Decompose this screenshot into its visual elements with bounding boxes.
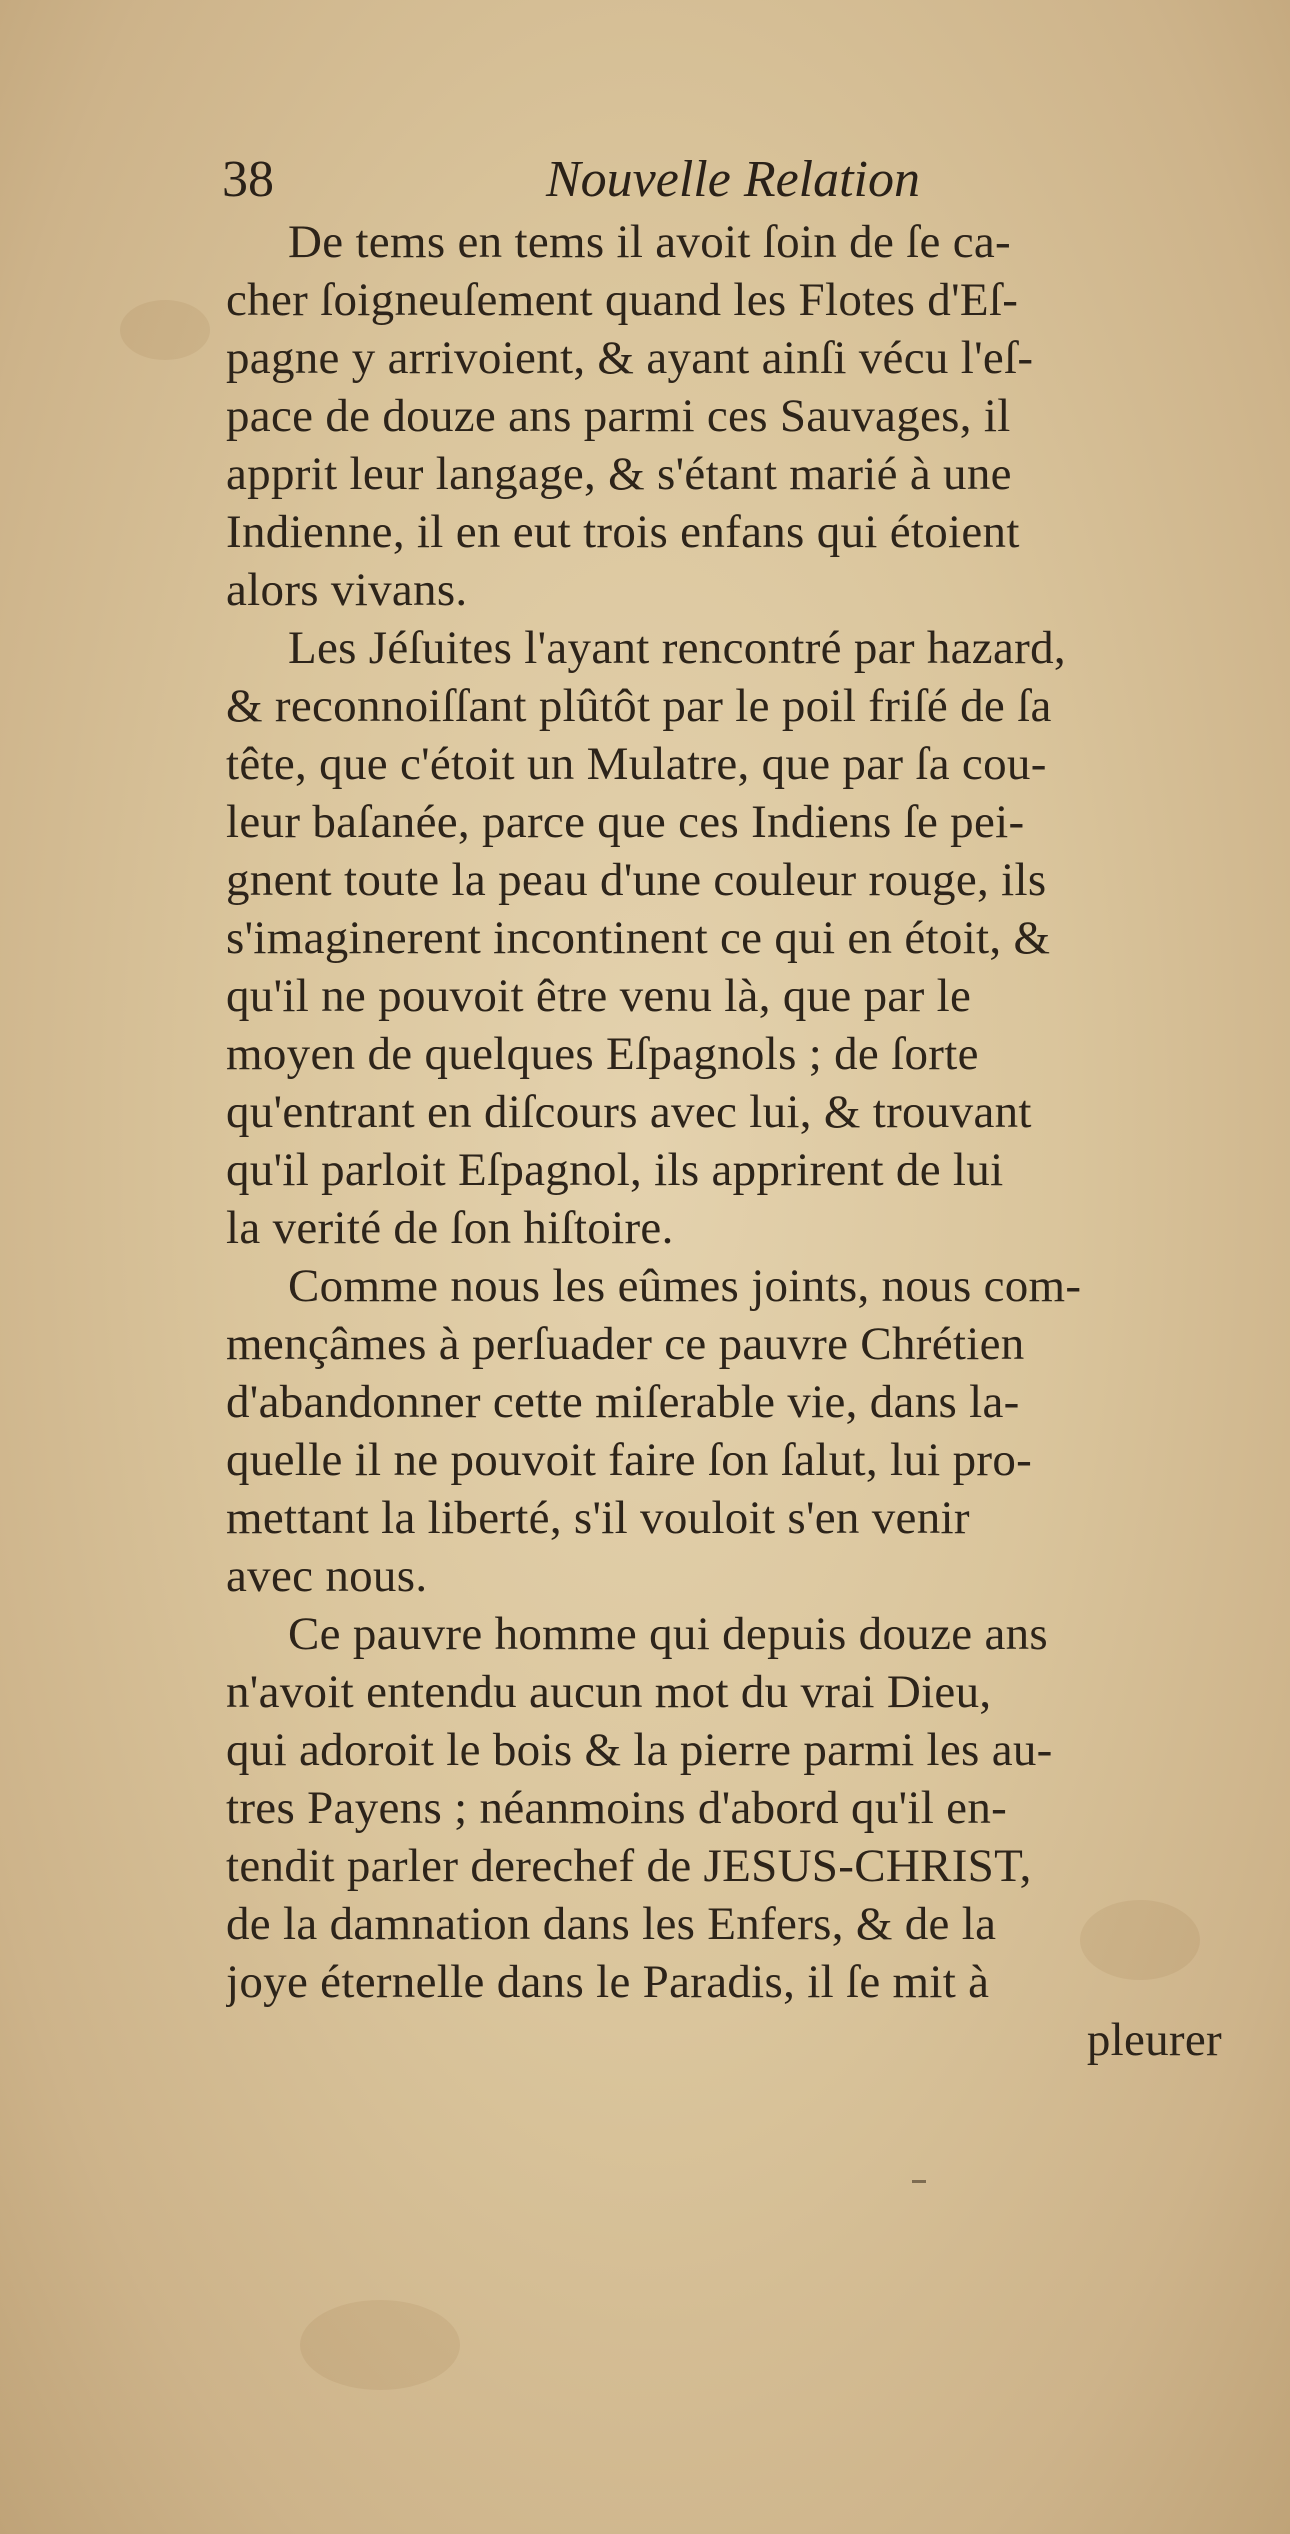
text-line: tres Payens ; néanmoins d'abord qu'il en- [226, 1782, 1008, 1834]
text-line: leur baſanée, parce que ces Indiens ſe pei- [226, 796, 1025, 848]
text-line: Comme nous les eûmes joints, nous com- [288, 1260, 1082, 1312]
text-line: s'imaginerent incontinent ce qui en étoit, & [226, 912, 1051, 964]
text-line: tendit parler derechef de JESUS-CHRIST, [226, 1840, 1032, 1892]
text-line: qu'entrant en diſcours avec lui, & trouvant [226, 1086, 1032, 1138]
text-line: cher ſoigneuſement quand les Flotes d'Eſ- [226, 274, 1019, 326]
text-line: pace de douze ans parmi ces Sauvages, il [226, 390, 1011, 442]
text-line: tête, que c'étoit un Mulatre, que par ſa cou- [226, 738, 1047, 790]
text-line: mençâmes à perſuader ce pauvre Chrétien [226, 1318, 1025, 1370]
text-line: mettant la liberté, s'il vouloit s'en venir [226, 1492, 970, 1544]
text-line: De tems en tems il avoit ſoin de ſe ca- [288, 216, 1012, 268]
text-line: la verité de ſon hiſtoire. [226, 1202, 674, 1254]
text-line: qu'il parloit Eſpagnol, ils apprirent de lui [226, 1144, 1004, 1196]
text-line: & reconnoiſſant plûtôt par le poil friſé de ſa [226, 680, 1052, 732]
text-line: Les Jéſuites l'ayant rencontré par hazard, [288, 622, 1066, 674]
page-number: 38 [222, 151, 274, 208]
catchword: pleurer [1086, 2014, 1222, 2066]
body-text [226, 213, 1246, 2069]
text-line: pagne y arrivoient, & ayant ainſi vécu l'eſ- [226, 332, 1034, 384]
text-line: apprit leur langage, & s'étant marié à une [226, 448, 1012, 500]
paper-stain [120, 300, 210, 360]
paper-stain [300, 2300, 460, 2390]
text-line: de la damnation dans les Enfers, & de la [226, 1898, 997, 1950]
text-line: gnent toute la peau d'une couleur rouge, ils [226, 854, 1047, 906]
text-line: n'avoit entendu aucun mot du vrai Dieu, [226, 1666, 992, 1718]
text-line: d'abandonner cette miſerable vie, dans la- [226, 1376, 1020, 1428]
text-line: qui adoroit le bois & la pierre parmi les au- [226, 1724, 1053, 1776]
text-line: Ce pauvre homme qui depuis douze ans [288, 1608, 1048, 1660]
text-line: moyen de quelques Eſpagnols ; de ſorte [226, 1028, 979, 1080]
text-line: Indienne, il en eut trois enfans qui étoient [226, 506, 1020, 558]
text-line: alors vivans. [226, 564, 468, 616]
text-line: quelle il ne pouvoit faire ſon ſalut, lui pro- [226, 1434, 1033, 1486]
running-head: Nouvelle Relation [546, 151, 921, 208]
page-header [222, 150, 982, 210]
text-line: avec nous. [226, 1550, 428, 1602]
text-line: joye éternelle dans le Paradis, il ſe mit à [226, 1956, 990, 2008]
text-line: qu'il ne pouvoit être venu là, que par le [226, 970, 972, 1022]
ink-mark [912, 2180, 926, 2183]
